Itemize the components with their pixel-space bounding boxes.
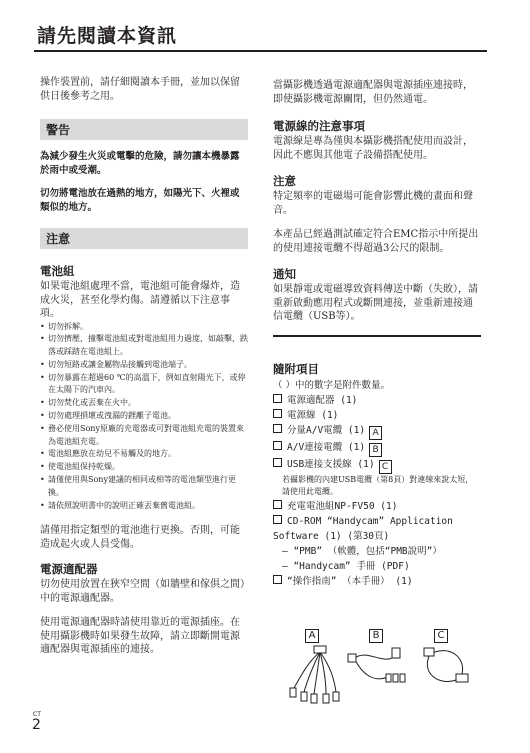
checkbox-icon xyxy=(273,515,282,524)
accessory-item xyxy=(273,440,481,457)
notify-heading: 通知 xyxy=(273,267,296,281)
accessory-item-text: A/V連接電纜 (1) xyxy=(287,441,366,453)
usb-note: 若攝影機的內建USB電纜（第8頁）對連線來說太短，請使用此電纜。 xyxy=(282,474,474,496)
cable-tag-b: B xyxy=(369,443,382,457)
battery-after-text: 請僅用指定類型的電池進行更換。否則，可能造成起火或人員受傷。 xyxy=(40,525,240,550)
notice-text-2: 本產品已經過測試確定符合EMC指示中所提出的使用連接電纜不得超過3公尺的限制。 xyxy=(273,229,479,254)
battery-bullet-item: • 切勿擠壓，撞擊電池組或對電池組用力過度，如敲擊，跌落或踩踏在電池組上。 xyxy=(40,333,248,359)
cable-label-a: A xyxy=(305,629,319,643)
page-title: 請先閱讀本資訊 xyxy=(37,25,178,47)
checkbox-icon xyxy=(273,575,282,584)
notify-text: 如果靜電或電磁導致資料傳送中斷（失敗），請重新啟動應用程式或斷開連接，並重新連接通信電纜（USB等）。 xyxy=(273,284,478,322)
battery-bullet-item: • 切勿焚化或丟棄在火中。 xyxy=(40,397,248,410)
notice-heading: 注意 xyxy=(273,174,296,188)
checkbox-icon xyxy=(273,409,282,418)
warning-label: 警告 xyxy=(46,123,71,137)
intro-text: 操作裝置前，請仔細閱讀本手冊，並加以保留供日後參考之用。 xyxy=(40,77,240,102)
battery-bullet-item: • 切勿暴露在超過60 ℃的高溫下，例如直射陽光下，或停在太陽下的汽車內。 xyxy=(40,372,248,398)
section-rule xyxy=(273,335,481,337)
usb-support-cable-icon xyxy=(424,648,468,682)
caution-label: 注意 xyxy=(46,232,71,246)
title-rule xyxy=(34,50,487,52)
battery-bullet-item: • 請僅使用與Sony建議的相同或相等的電池類型進行更換。 xyxy=(40,474,248,500)
adaptor-heading: 電源適配器 xyxy=(40,562,98,577)
adaptor-text-3: 當攝影機透過電源適配器與電源插座連接時，即使攝影機電源關閉，但仍然通電。 xyxy=(273,80,473,105)
battery-bullet-item: • 切勿短路或讓金屬物品接觸到電池端子。 xyxy=(40,359,248,372)
footer-region-code: CT xyxy=(33,711,41,718)
warning-text-2: 切勿將電池放在過熱的地方，如陽光下、火裡或類似的地方。 xyxy=(40,188,240,213)
checkbox-icon xyxy=(273,441,282,450)
cable-tag-c: C xyxy=(379,460,392,474)
battery-bullet-item: • 切勿拆解。 xyxy=(40,321,248,334)
accessory-item-battery xyxy=(273,499,481,514)
accessory-item xyxy=(273,408,481,423)
adaptor-text-1: 切勿使用放置在狹窄空間（如牆壁和傢俱之間）中的電源適配器。 xyxy=(40,579,245,604)
checkbox-icon xyxy=(273,424,282,433)
accessory-sub-pmb: – “PMB” （軟體，包括“PMB說明”） xyxy=(282,545,442,557)
cable-tag-a: A xyxy=(369,426,382,440)
page-number: 2 xyxy=(32,717,41,733)
right-column xyxy=(273,79,481,589)
accessory-item-text: CD-ROM “Handycam” Application xyxy=(287,515,453,527)
accessory-item-text: USB連接支援線 (1) xyxy=(287,458,375,470)
adaptor-text-2: 使用電源適配器時請使用靠近的電源插座。在使用攝影機時如果發生故障，請立即斷開電源適配器與電源插座的連接。 xyxy=(40,617,240,656)
battery-bullet-item: • 請依照說明書中的說明正確丟棄舊電池組。 xyxy=(40,500,248,513)
accessory-list xyxy=(273,393,481,474)
warning-text-1: 為減少發生火災或電擊的危險，請勿讓本機暴露於雨中或受潮。 xyxy=(40,151,240,176)
checkbox-icon xyxy=(273,500,282,509)
checkbox-icon xyxy=(273,394,282,403)
battery-heading: 電池組 xyxy=(40,264,75,278)
cable-label-c: C xyxy=(434,629,448,643)
accessories-intro: （ ）中的數字是附件數量。 xyxy=(273,379,391,391)
cord-heading: 電源線的注意事項 xyxy=(273,119,365,133)
accessory-item-text: 分量A/V電纜 (1) xyxy=(287,424,366,436)
cable-illustrations xyxy=(280,644,480,704)
accessory-item-guide xyxy=(273,574,481,589)
accessory-sub-handbook: – “Handycam” 手冊 (PDF) xyxy=(282,560,410,572)
notice-text-1: 特定頻率的電磁場可能會影響此機的畫面和聲音。 xyxy=(273,191,473,216)
accessory-item-text: 電源線 (1) xyxy=(287,409,339,421)
av-connection-cable-icon xyxy=(348,648,405,682)
accessory-item-text: “操作指南” （本手冊） (1) xyxy=(287,575,413,587)
accessory-item-cdrom-cont: Software (1) (第30頁) xyxy=(273,530,390,542)
accessories-heading: 隨附項目 xyxy=(273,361,319,376)
accessory-item xyxy=(273,457,481,474)
battery-bullet-list xyxy=(40,321,248,513)
battery-text: 如果電池組處理不當，電池組可能會爆炸，造成火災，甚至化學灼傷。請遵循以下注意事項。 xyxy=(40,281,240,319)
accessory-item-text: 電源適配器 (1) xyxy=(287,394,358,406)
accessory-item-cdrom xyxy=(273,514,481,529)
left-column xyxy=(40,76,248,657)
accessory-item-text: 充電電池組NP-FV50 (1) xyxy=(287,500,398,512)
cable-label-b: B xyxy=(369,629,383,643)
cord-text: 電源線是專為僅與本攝影機搭配使用而設計，因此不應與其他電子設備搭配使用。 xyxy=(273,136,473,161)
checkbox-icon xyxy=(273,458,282,467)
battery-bullet-item: • 電池組應放在幼兒不易觸及的地方。 xyxy=(40,448,248,461)
battery-bullet-item: • 切勿處理損壞或洩漏的鋰離子電池。 xyxy=(40,410,248,423)
component-av-cable-icon xyxy=(290,646,339,703)
battery-bullet-item: • 使電池組保持乾燥。 xyxy=(40,461,248,474)
accessory-item xyxy=(273,423,481,440)
caution-bar xyxy=(40,228,248,249)
warning-bar xyxy=(40,119,248,140)
battery-bullet-item: • 務必使用Sony原廠的充電器或可對電池組充電的裝置來為電池組充電。 xyxy=(40,423,248,449)
accessory-item xyxy=(273,393,481,408)
